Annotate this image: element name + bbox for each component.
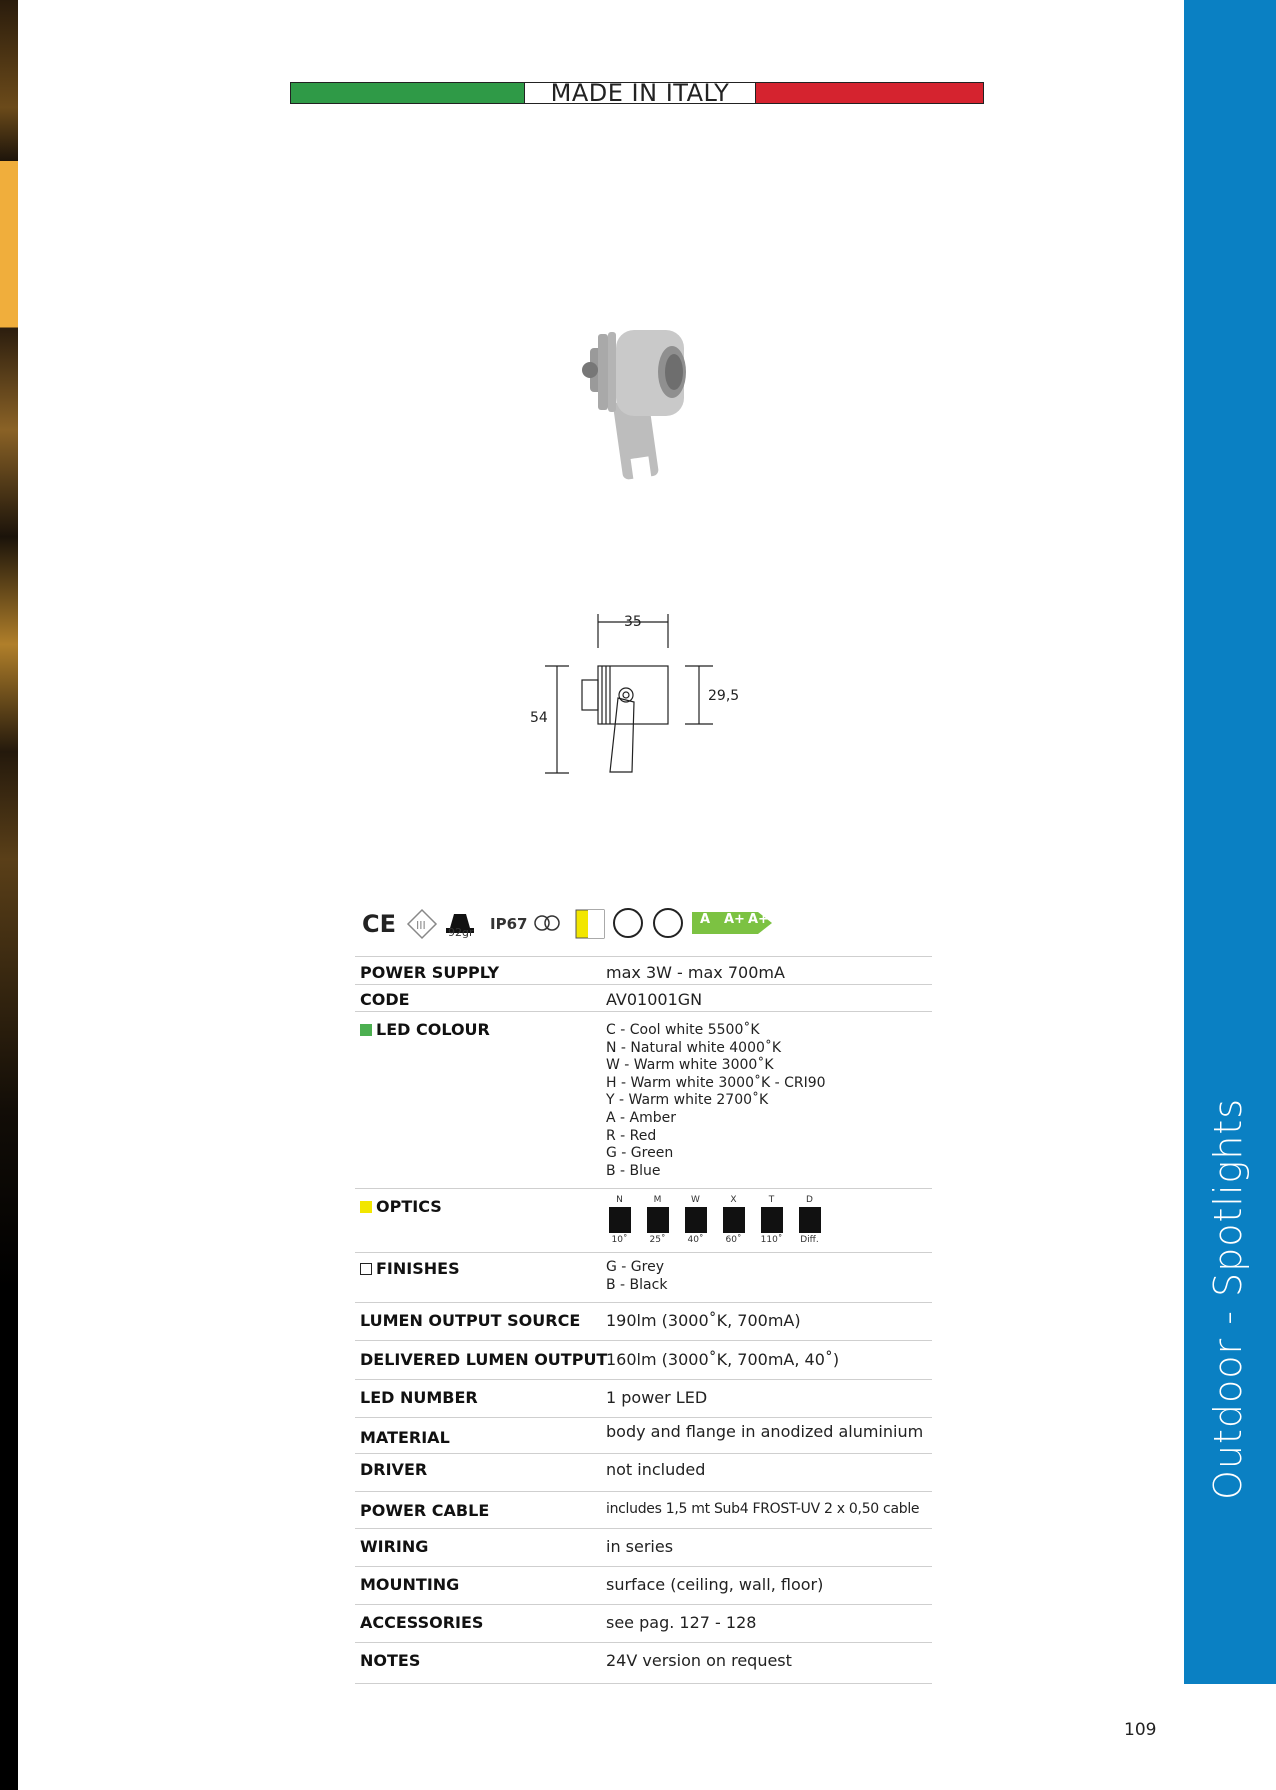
spec-label-led-colour: LED COLOUR	[360, 1020, 490, 1039]
weight-label: 92gr	[448, 926, 474, 939]
optic-n: N 10˚	[605, 1195, 634, 1245]
category-title: Outdoor - Spotlights	[1206, 1097, 1250, 1500]
spec-value: not included	[606, 1460, 706, 1479]
optic-x: X 60˚	[719, 1195, 748, 1245]
spec-label-optics: OPTICS	[360, 1197, 442, 1216]
beam-diffuse-icon	[799, 1207, 821, 1233]
dim-head-label: 29,5	[708, 688, 740, 704]
spec-label: MATERIAL	[360, 1428, 450, 1447]
page-number: 109	[1124, 1720, 1157, 1740]
svg-text:III: III	[416, 919, 426, 932]
spec-row-mounting	[355, 1566, 932, 1605]
spec-value: 190lm (3000˚K, 700mA)	[606, 1311, 801, 1330]
spec-value: body and flange in anodized aluminium	[606, 1422, 924, 1441]
led-colour-marker	[360, 1024, 372, 1036]
spec-value: surface (ceiling, wall, floor)	[606, 1575, 824, 1594]
spec-row-power-cable	[355, 1491, 932, 1529]
spec-value: 160lm (3000˚K, 700mA, 40˚)	[606, 1350, 840, 1369]
spec-row-led-colour	[355, 1011, 932, 1189]
flag-red	[756, 83, 983, 103]
spec-label: CODE	[360, 990, 410, 1009]
beam-narrow-icon	[609, 1207, 631, 1233]
spec-label: NOTES	[360, 1651, 421, 1670]
optic-w: W 40˚	[681, 1195, 710, 1245]
spec-value: see pag. 127 - 128	[606, 1613, 757, 1632]
spec-row-lumen-output-source	[355, 1302, 932, 1341]
spec-label: POWER SUPPLY	[360, 963, 500, 982]
spec-value: max 3W - max 700mA	[606, 963, 785, 982]
spec-value: includes 1,5 mt Sub4 FROST-UV 2 x 0,50 cable	[606, 1501, 920, 1517]
spec-label: DELIVERED LUMEN OUTPUT	[360, 1350, 608, 1369]
beam-extra-wide-icon	[723, 1207, 745, 1233]
spec-row-notes	[355, 1642, 932, 1684]
spec-label: LUMEN OUTPUT SOURCE	[360, 1311, 581, 1330]
dim-height-label: 54	[530, 710, 548, 726]
energy-class-a: A	[700, 912, 711, 927]
spec-label: POWER CABLE	[360, 1501, 490, 1520]
energy-class-a-plus: A+	[724, 912, 745, 927]
spec-row-material	[355, 1417, 932, 1454]
optic-t: T 110˚	[760, 1195, 783, 1245]
decorative-left-strip	[0, 0, 18, 1790]
spec-row-optics	[355, 1188, 932, 1253]
spec-value: 1 power LED	[606, 1388, 708, 1407]
spec-value: AV01001GN	[606, 990, 703, 1009]
energy-class-a-plus-plus: A++	[748, 912, 780, 927]
svg-text:CE: CE	[362, 910, 397, 938]
spec-row-led-number	[355, 1379, 932, 1418]
optics-options	[605, 1195, 824, 1245]
spec-label: ACCESSORIES	[360, 1613, 484, 1632]
beam-medium-icon	[647, 1207, 669, 1233]
certification-icons	[360, 902, 780, 946]
spec-row-finishes	[355, 1252, 932, 1303]
spec-label: LED NUMBER	[360, 1388, 478, 1407]
flag-green	[291, 83, 524, 103]
spec-row-power-supply	[355, 956, 932, 985]
finishes-marker	[360, 1263, 372, 1275]
spec-label: MOUNTING	[360, 1575, 460, 1594]
dim-width-label: 35	[624, 614, 642, 630]
svg-text:IP67: IP67	[490, 915, 528, 933]
finishes-options: G - Grey B - Black	[606, 1259, 668, 1293]
optics-marker	[360, 1201, 372, 1213]
spec-label: DRIVER	[360, 1460, 428, 1479]
beam-wide-icon	[685, 1207, 707, 1233]
spec-row-accessories	[355, 1604, 932, 1643]
made-in-italy-banner	[290, 82, 984, 104]
optic-m: M 25˚	[643, 1195, 672, 1245]
product-photo	[580, 320, 710, 490]
spec-label: WIRING	[360, 1537, 429, 1556]
spec-value: in series	[606, 1537, 674, 1556]
spec-row-driver	[355, 1453, 932, 1492]
spec-row-delivered-lumen-output	[355, 1340, 932, 1380]
beam-tall-wide-icon	[761, 1207, 783, 1233]
spec-value: 24V version on request	[606, 1651, 792, 1670]
optic-d: D Diff.	[800, 1195, 819, 1245]
spec-row-wiring	[355, 1528, 932, 1567]
spec-label-finishes: FINISHES	[360, 1259, 460, 1278]
spec-row-code	[355, 984, 932, 1012]
led-colour-options: C - Cool white 5500˚K N - Natural white 4000˚K W - Warm white 3000˚K H - Warm white 3000˚K - CRI90 Y - Warm white 2700˚K A - Amber R - Red G - Green B - Blue	[606, 1022, 826, 1179]
banner-label: MADE IN ITALY	[524, 83, 756, 103]
